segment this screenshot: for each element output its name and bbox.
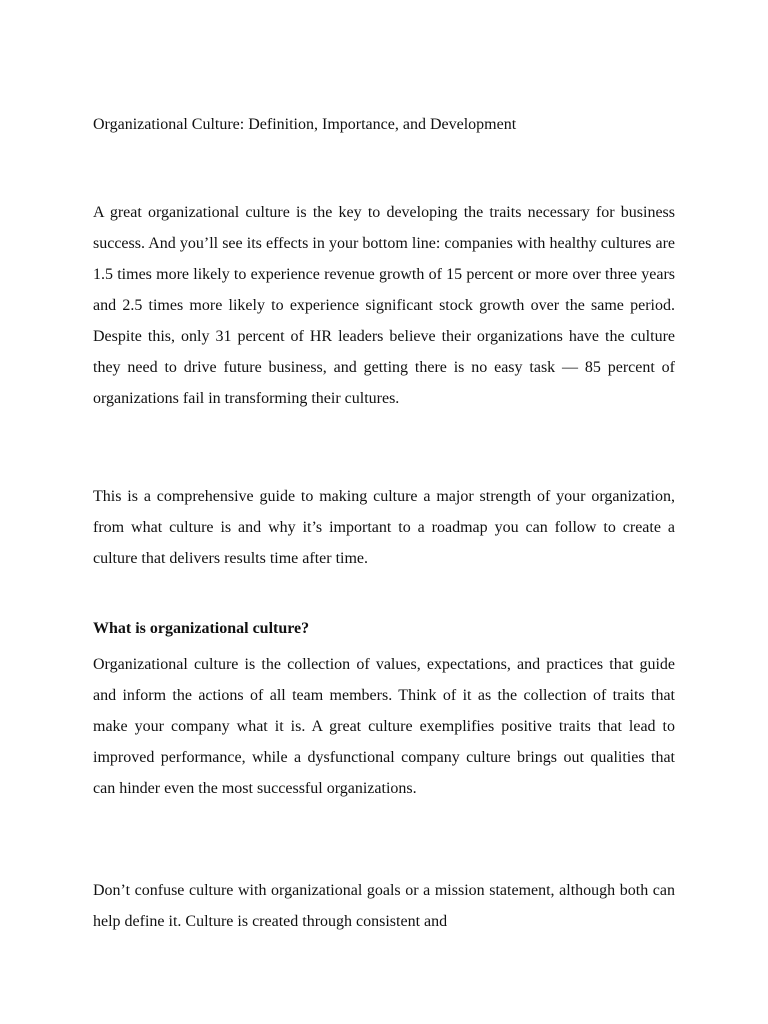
- definition-paragraph: Organizational culture is the collection of values, expectations, and practices that guide and inform the actions of all team members. Think of it as the collection of traits that make your company what it is. A great culture exemplifies positive traits that lead to improved performance, while a dysfunctional company culture brings out qualities that can hinder even the most successful organizations.: [93, 656, 675, 797]
- guide-overview-paragraph: This is a comprehensive guide to making culture a major strength of your organization, from what culture is and why it’s important to a roadmap you can follow to create a culture that delivers results time after time.: [93, 488, 675, 567]
- culture-vs-goals-paragraph: Don’t confuse culture with organizational goals or a mission statement, although both can help define it. Culture is created through consistent and: [93, 882, 675, 930]
- section-heading: What is organizational culture?: [93, 620, 310, 637]
- intro-paragraph: A great organizational culture is the key to developing the traits necessary for business success. And you’ll see its effects in your bottom line: companies with healthy cultures are 1.5 times more likely to experience revenue growth of 15 percent or more over three years and 2.5 times more likely to experience significant stock growth over the same period. Despite this, only 31 percent of HR leaders believe their organizations have the culture they need to drive future business, and getting there is no easy task — 85 percent of organizations fail in transforming their cultures.: [93, 204, 675, 407]
- document-title: Organizational Culture: Definition, Importance, and Development: [93, 116, 517, 133]
